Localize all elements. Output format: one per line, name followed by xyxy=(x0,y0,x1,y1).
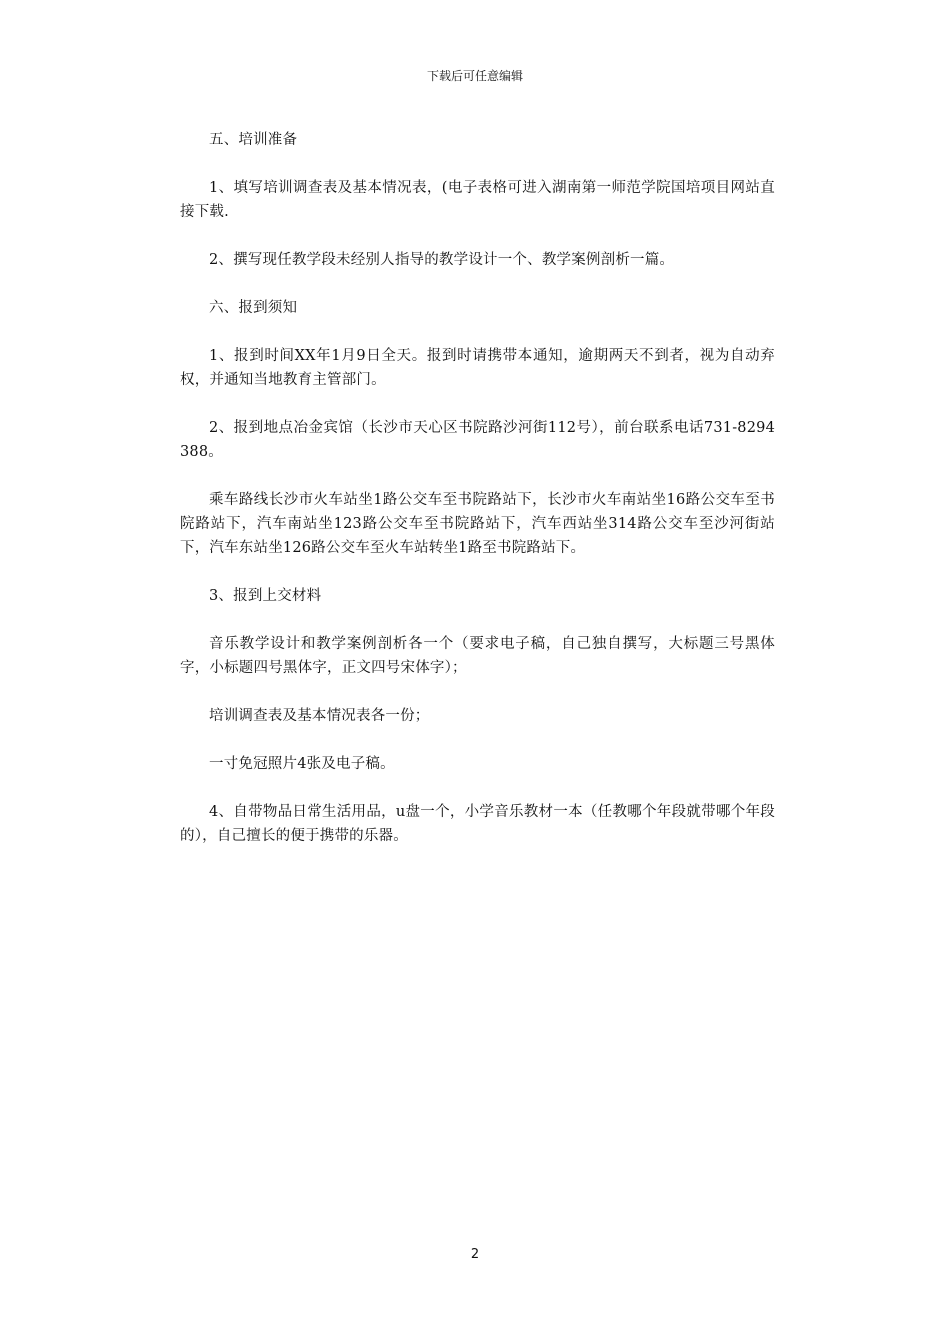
paragraph-fill-survey: 1、填写培训调查表及基本情况表，(电子表格可进入湖南第一师范学院国培项目网站直接下载. xyxy=(180,180,775,220)
paragraph-photos: 一寸免冠照片4张及电子稿。 xyxy=(209,756,395,772)
page-header: 下载后可任意编辑 xyxy=(426,69,523,83)
paragraph-music-lesson-design: 音乐教学设计和教学案例剖析各一个（要求电子稿，自己独自撰写，大标题三号黑体字，小标题四号黑体字，正文四号宋体字）； xyxy=(180,636,775,676)
paragraph-survey-forms: 培训调查表及基本情况表各一份； xyxy=(209,708,430,724)
paragraph-bus-routes: 乘车路线长沙市火车站坐1路公交车至书院路站下，长沙市火车南站坐16路公交车至书院路站下，汽车南站坐123路公交车至书院路站下，汽车西站坐314路公交车至沙河街站下，汽车东站坐126路公交车至火车站转坐1路至书院路站下。 xyxy=(180,492,775,556)
section-heading-registration-notice: 六、报到须知 xyxy=(209,300,298,316)
document-body xyxy=(180,128,775,872)
paragraph-registration-location: 2、报到地点冶金宾馆（长沙市天心区书院路沙河街112号），前台联系电话731-8294388。 xyxy=(180,420,775,460)
section-heading-training-prep: 五、培训准备 xyxy=(209,132,298,148)
paragraph-materials-heading: 3、报到上交材料 xyxy=(209,588,322,604)
paragraph-write-lesson-design: 2、撰写现任教学段未经别人指导的教学设计一个、教学案例剖析一篇。 xyxy=(209,252,675,268)
paragraph-personal-items: 4、自带物品日常生活用品，u盘一个，小学音乐教材一本（任教哪个年段就带哪个年段的），自己擅长的便于携带的乐器。 xyxy=(180,804,775,844)
paragraph-registration-time: 1、报到时间XX年1月9日全天。报到时请携带本通知，逾期两天不到者，视为自动弃权，并通知当地教育主管部门。 xyxy=(180,348,775,388)
page-number: 2 xyxy=(470,1247,480,1262)
